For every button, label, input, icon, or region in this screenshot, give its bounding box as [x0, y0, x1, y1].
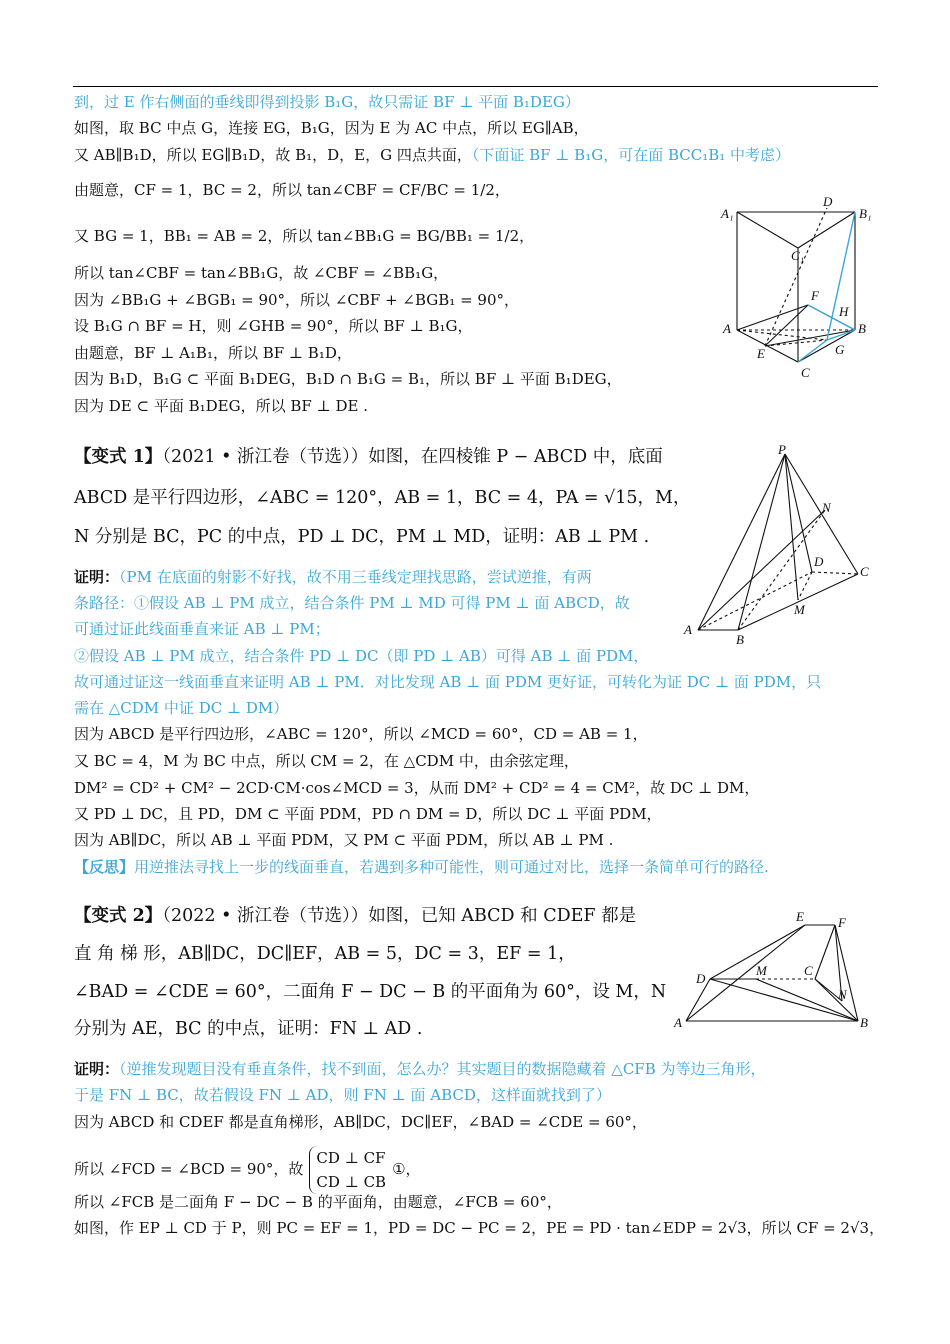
hint-span: （PM 在底面的射影不好找，故不用三垂线定理找思路，尝试逆推，有两: [119, 568, 592, 586]
vertex-label: B₁: [859, 206, 872, 221]
hint-line: 条路径：①假设 AB ⊥ PM 成立，结合条件 PM ⊥ MD 可得 PM ⊥ 面 ABCD，故: [74, 594, 630, 612]
top-rule: [73, 86, 878, 87]
trapezoid-figure: [670, 905, 875, 1035]
text-line: 因为 DE ⊂ 平面 B₁DEG，所以 BF ⊥ DE .: [74, 397, 368, 415]
vertex-label: B: [858, 321, 866, 336]
proof-label: 证明：: [74, 568, 120, 586]
text-line: 如图，取 BC 中点 G，连接 EG，B₁G，因为 E 为 AC 中点，所以 EG∥AB，: [74, 119, 589, 137]
reflection-line: [74, 857, 769, 877]
text-line: 因为 ∠BB₁G + ∠BGB₁ = 90°，所以 ∠CBF + ∠BGB₁ = 90°，: [74, 291, 519, 309]
text-line: 由题意，BF ⊥ A₁B₁，所以 BF ⊥ B₁D，: [74, 344, 352, 362]
problem-line: 直 角 梯 形，AB∥DC，DC∥EF，AB = 5，DC = 3，EF = 1，: [74, 944, 576, 964]
hint-line: 可通过证此线面垂直来证 AB ⊥ PM；: [74, 620, 330, 638]
text-line: [74, 145, 790, 165]
vertex-label: D: [696, 971, 706, 986]
problem-line: ABCD 是平行四边形，∠ABC = 120°，AB = 1，BC = 4，PA = √15，M，: [74, 488, 691, 508]
vertex-label: C₁: [791, 248, 805, 263]
text-span: 所以 ∠FCD = ∠BCD = 90°，故: [74, 1160, 304, 1178]
vertex-label: F: [811, 288, 819, 303]
vertex-label: B: [860, 1015, 868, 1030]
vertex-label: A: [674, 1015, 682, 1030]
vertex-label: E: [757, 346, 765, 361]
text-line: 所以 ∠FCB 是二面角 F − DC − B 的平面角，由题意，∠FCB = 60°，: [74, 1193, 562, 1211]
hint-line: [74, 1059, 766, 1079]
system-eq: CD ⊥ CB: [316, 1173, 387, 1191]
vertex-label: C: [801, 365, 810, 380]
vertex-label: A: [684, 622, 692, 637]
text-line: 如图，作 EP ⊥ CD 于 P，则 PC = EF = 1，PD = DC − PC = 2，PE = PD · tan∠EDP = 2√3，所以 CF = 2√3，: [74, 1219, 885, 1237]
vertex-label: N: [822, 500, 831, 515]
prism-figure: [715, 190, 875, 390]
text-line: 由题意，CF = 1，BC = 2，所以 tan∠CBF = CF/BC = 1/2，: [74, 181, 510, 199]
equation-system: [309, 1146, 386, 1194]
text-line: 设 B₁G ∩ BF = H，则 ∠GHB = 90°，所以 BF ⊥ B₁G，: [74, 317, 473, 335]
text-span: （2021 • 浙江卷（节选））如图，在四棱锥 P − ABCD 中，底面: [162, 447, 663, 467]
system-eq: CD ⊥ CF: [316, 1149, 386, 1167]
problem-line: N 分别是 BC，PC 的中点，PD ⊥ DC，PM ⊥ MD，证明：AB ⊥ PM .: [74, 527, 650, 547]
reflection-tag: 【反思】: [74, 858, 135, 876]
text-line: 所以 tan∠CBF = tan∠BB₁G，故 ∠CBF = ∠BB₁G，: [74, 264, 449, 282]
vertex-label: H: [839, 304, 849, 319]
text-line: 又 BG = 1，BB₁ = AB = 2，所以 tan∠BB₁G = BG/BB₁ = 1/2，: [74, 227, 535, 245]
vertex-label: M: [794, 602, 805, 617]
variant-tag: 【变式 2】: [74, 906, 163, 926]
problem-line: [74, 445, 663, 469]
problem-line: [74, 904, 636, 928]
text-span: ①，: [392, 1160, 421, 1178]
text-line: 又 PD ⊥ DC，且 PD，DM ⊂ 平面 PDM，PD ∩ DM = D，所以 DC ⊥ 平面 PDM，: [74, 805, 662, 823]
vertex-label: A₁: [721, 206, 734, 221]
vertex-label: G: [835, 342, 845, 357]
vertex-label: B: [736, 632, 744, 647]
vertex-label: F: [838, 915, 846, 930]
text-line: 因为 AB∥DC，所以 AB ⊥ 平面 PDM，又 PM ⊂ 平面 PDM，所以 AB ⊥ PM .: [74, 831, 614, 849]
vertex-label: M: [756, 963, 767, 978]
hint-span: （逆推发现题目没有垂直条件，找不到面，怎么办？其实题目的数据隐藏着 △CFB 为等边三角形，: [119, 1060, 766, 1078]
vertex-label: C: [860, 564, 869, 579]
vertex-label: C: [804, 963, 813, 978]
text-line: 因为 B₁D，B₁G ⊂ 平面 B₁DEG，B₁D ∩ B₁G = B₁，所以 BF ⊥ 平面 B₁DEG，: [74, 370, 622, 388]
hint-line: [74, 567, 592, 587]
vertex-label: N: [838, 987, 847, 1002]
hint-line: 故可通过证这一线面垂直来证明 AB ⊥ PM．对比发现 AB ⊥ 面 PDM 更好证，可转化为证 DC ⊥ 面 PDM，只: [74, 673, 822, 691]
text-line: DM² = CD² + CM² − 2CD·CM·cos∠MCD = 3，从而 DM² + CD² = 4 = CM²，故 DC ⊥ DM，: [74, 779, 760, 797]
hint-line: ②假设 AB ⊥ PM 成立，结合条件 PD ⊥ DC（即 PD ⊥ AB）可得 AB ⊥ 面 PDM，: [74, 647, 649, 665]
problem-line: 分别为 AE，BC 的中点，证明：FN ⊥ AD .: [74, 1019, 423, 1039]
text-line: 因为 ABCD 和 CDEF 都是直角梯形，AB∥DC，DC∥EF，∠BAD = ∠CDE = 60°，: [74, 1113, 647, 1131]
variant-tag: 【变式 1】: [74, 447, 163, 467]
vertex-label: D: [823, 194, 833, 209]
proof-label: 证明：: [74, 1060, 120, 1078]
text-line: 又 BC = 4，M 为 BC 中点，所以 CM = 2，在 △CDM 中，由余弦定理，: [74, 752, 579, 770]
vertex-label: P: [778, 442, 786, 457]
text-line: 因为 ABCD 是平行四边形，∠ABC = 120°，所以 ∠MCD = 60°，CD = AB = 1，: [74, 725, 648, 743]
text-line: [74, 1146, 421, 1194]
text-span: 又 AB∥B₁D，所以 EG∥B₁D，故 B₁，D，E，G 四点共面，: [74, 146, 472, 164]
text-span: （2022 • 浙江卷（节选））如图，已知 ABCD 和 CDEF 都是: [162, 906, 637, 926]
text-line: 到，过 E 作右侧面的垂线即得到投影 B₁G，故只需证 BF ⊥ 平面 B₁DEG）: [74, 93, 580, 111]
hint-span: （下面证 BF ⊥ B₁G，可在面 BCC₁B₁ 中考虑）: [471, 146, 791, 164]
pyramid-figure: [680, 440, 880, 650]
text-span: 用逆推法寻找上一步的线面垂直，若遇到多种可能性，则可通过对比，选择一条简单可行的路径.: [134, 858, 769, 876]
hint-line: 于是 FN ⊥ BC，故若假设 FN ⊥ AD，则 FN ⊥ 面 ABCD，这样面就找到了）: [74, 1086, 611, 1104]
vertex-label: A: [723, 321, 731, 336]
problem-line: ∠BAD = ∠CDE = 60°，二面角 F − DC − B 的平面角为 60°，设 M，N: [74, 982, 667, 1002]
hint-line: 需在 △CDM 中证 DC ⊥ DM）: [74, 699, 289, 717]
vertex-label: E: [796, 909, 804, 924]
vertex-label: D: [814, 554, 824, 569]
